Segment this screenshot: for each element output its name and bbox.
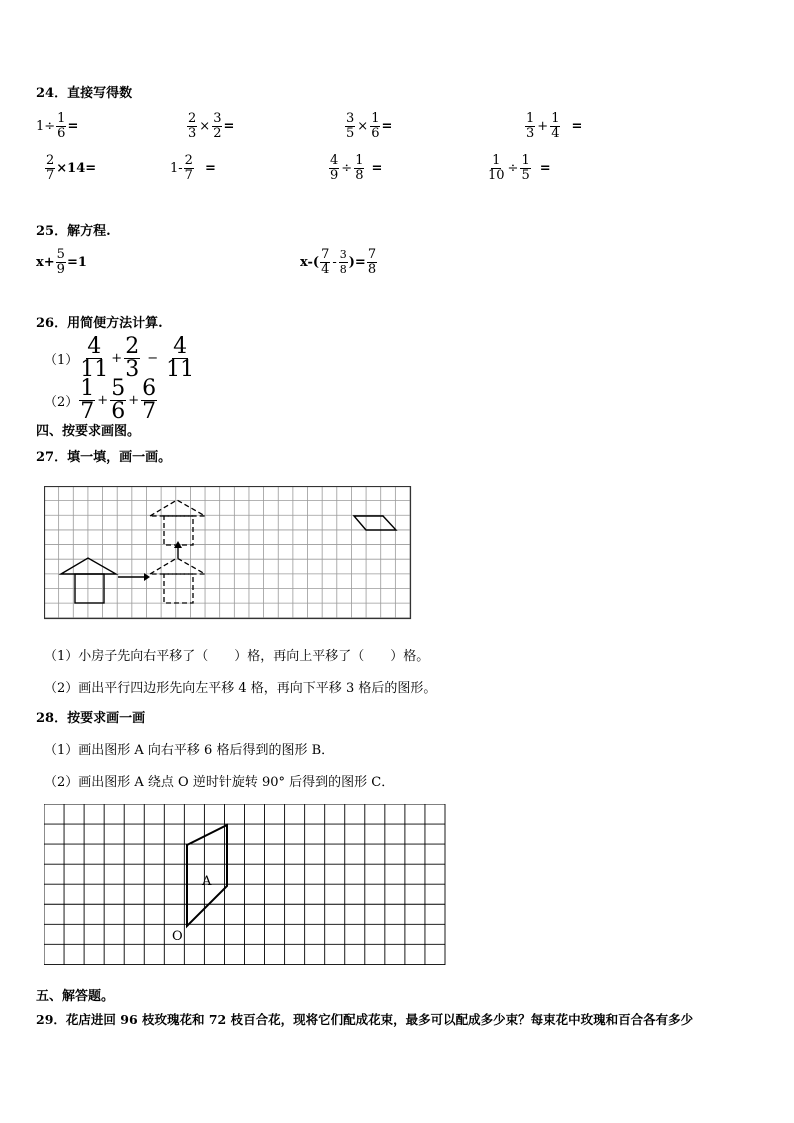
operator: ÷ xyxy=(341,161,353,176)
operator: − xyxy=(147,351,159,366)
fraction: $\frac{4}{11}$ xyxy=(80,334,109,382)
fraction: $\frac{1}{6}$ xyxy=(57,111,66,141)
prefix: 1- xyxy=(170,161,183,176)
parallelogram xyxy=(354,516,396,530)
fraction: $\frac{3}{5}$ xyxy=(346,111,355,141)
q26-problem-2 xyxy=(44,378,158,423)
q24-title: 24．直接写得数 xyxy=(36,86,133,101)
q27-line-2: （2）画出平行四边形先向左平移 4 格，再向下平移 3 格后的图形。 xyxy=(44,681,437,696)
equals: = xyxy=(204,161,216,176)
section-5-heading: 五、解答题。 xyxy=(36,989,115,1004)
fraction: $\frac{7}{4}$ xyxy=(321,247,330,277)
close-paren-equals: )= xyxy=(348,255,366,270)
label-o: O xyxy=(172,929,183,944)
fraction: $\frac{3}{2}$ xyxy=(213,111,222,141)
q25-equation-2 xyxy=(300,248,378,277)
operator: + xyxy=(97,393,109,408)
problem-label: （1） xyxy=(44,353,79,368)
q24-item-3 xyxy=(344,112,392,141)
fraction: $\frac{5}{9}$ xyxy=(56,247,65,277)
operator: + xyxy=(128,393,140,408)
operator: × xyxy=(357,119,369,134)
operator: + xyxy=(537,119,549,134)
fraction: $\frac{2}{7}$ xyxy=(184,153,193,183)
q24-item-6 xyxy=(170,154,216,183)
label-a: A xyxy=(202,874,212,889)
fraction: $\frac{1}{8}$ xyxy=(355,153,364,183)
operator: - xyxy=(332,255,337,270)
grid-border xyxy=(45,487,411,619)
problem-label: （2） xyxy=(44,395,79,410)
grid xyxy=(44,804,445,965)
q24-item-5 xyxy=(44,154,96,183)
equals: = xyxy=(371,161,383,176)
fraction: $\frac{4}{9}$ xyxy=(330,153,339,183)
q28-line-2: （2）画出图形 A 绕点 O 逆时针旋转 90° 后得到的图形 C． xyxy=(44,775,395,790)
q29-text: 29．花店进回 96 枝玫瑰花和 72 枝百合花，现将它们配成花束，最多可以配成多少束？每束花中玫瑰和百合各有多少 xyxy=(36,1012,694,1027)
operator: + xyxy=(111,351,123,366)
fraction: $\frac{2}{7}$ xyxy=(46,153,55,183)
q28-grid-figure xyxy=(44,804,446,970)
q28-line-1: （1）画出图形 A 向右平移 6 格后得到的图形 B． xyxy=(44,743,335,758)
fraction: $\frac{1}{6}$ xyxy=(371,111,380,141)
fraction: $\frac{1}{5}$ xyxy=(521,153,530,183)
fraction: $\frac{1}{4}$ xyxy=(551,111,560,141)
grid xyxy=(44,486,410,618)
fraction: $\frac{3}{8}$ xyxy=(339,248,347,276)
operator: ÷ xyxy=(507,161,519,176)
section-4-heading: 四、按要求画图。 xyxy=(36,424,141,439)
q27-grid-figure xyxy=(44,486,412,620)
q26-problem-1 xyxy=(44,336,196,381)
equals: = xyxy=(571,119,583,134)
q24-item-7 xyxy=(328,154,382,183)
fraction: $\frac{7}{8}$ xyxy=(367,247,377,277)
equals: = xyxy=(67,119,79,134)
q24-item-4 xyxy=(524,112,582,141)
fraction: $\frac{1}{7}$ xyxy=(80,376,95,424)
fraction: $\frac{4}{11}$ xyxy=(166,334,195,382)
house-original xyxy=(61,558,116,603)
q27-title: 27．填一填，画一画。 xyxy=(36,450,172,465)
times-14: ×14= xyxy=(56,161,97,176)
house-translated xyxy=(150,558,205,603)
fraction: $\frac{5}{6}$ xyxy=(111,376,126,424)
q26-title: 26．用简便方法计算. xyxy=(36,316,163,331)
arrow-up-icon xyxy=(174,541,182,558)
prefix: 1÷ xyxy=(36,119,56,134)
equals: = xyxy=(381,119,393,134)
fraction: $\frac{2}{3}$ xyxy=(188,111,197,141)
equals: = xyxy=(539,161,551,176)
fraction: $\frac{1}{10}$ xyxy=(488,153,505,183)
operator: × xyxy=(199,119,211,134)
equals-one: =1 xyxy=(66,255,87,270)
house-final xyxy=(150,500,205,545)
q24-item-8 xyxy=(486,154,551,183)
fraction: $\frac{1}{3}$ xyxy=(526,111,535,141)
q24-item-2 xyxy=(186,112,234,141)
q28-title: 28．按要求画一画 xyxy=(36,711,146,726)
fraction: $\frac{6}{7}$ xyxy=(142,376,157,424)
equals: = xyxy=(223,119,235,134)
q24-item-1 xyxy=(36,112,78,141)
q25-title: 25．解方程. xyxy=(36,224,111,239)
prefix: x-( xyxy=(300,255,320,270)
q27-line-1: （1）小房子先向右平移了（ ）格，再向上平移了（ ）格。 xyxy=(44,649,430,664)
fraction: $\frac{2}{3}$ xyxy=(125,334,140,382)
q25-equation-1 xyxy=(36,248,87,277)
prefix: x+ xyxy=(36,255,55,270)
